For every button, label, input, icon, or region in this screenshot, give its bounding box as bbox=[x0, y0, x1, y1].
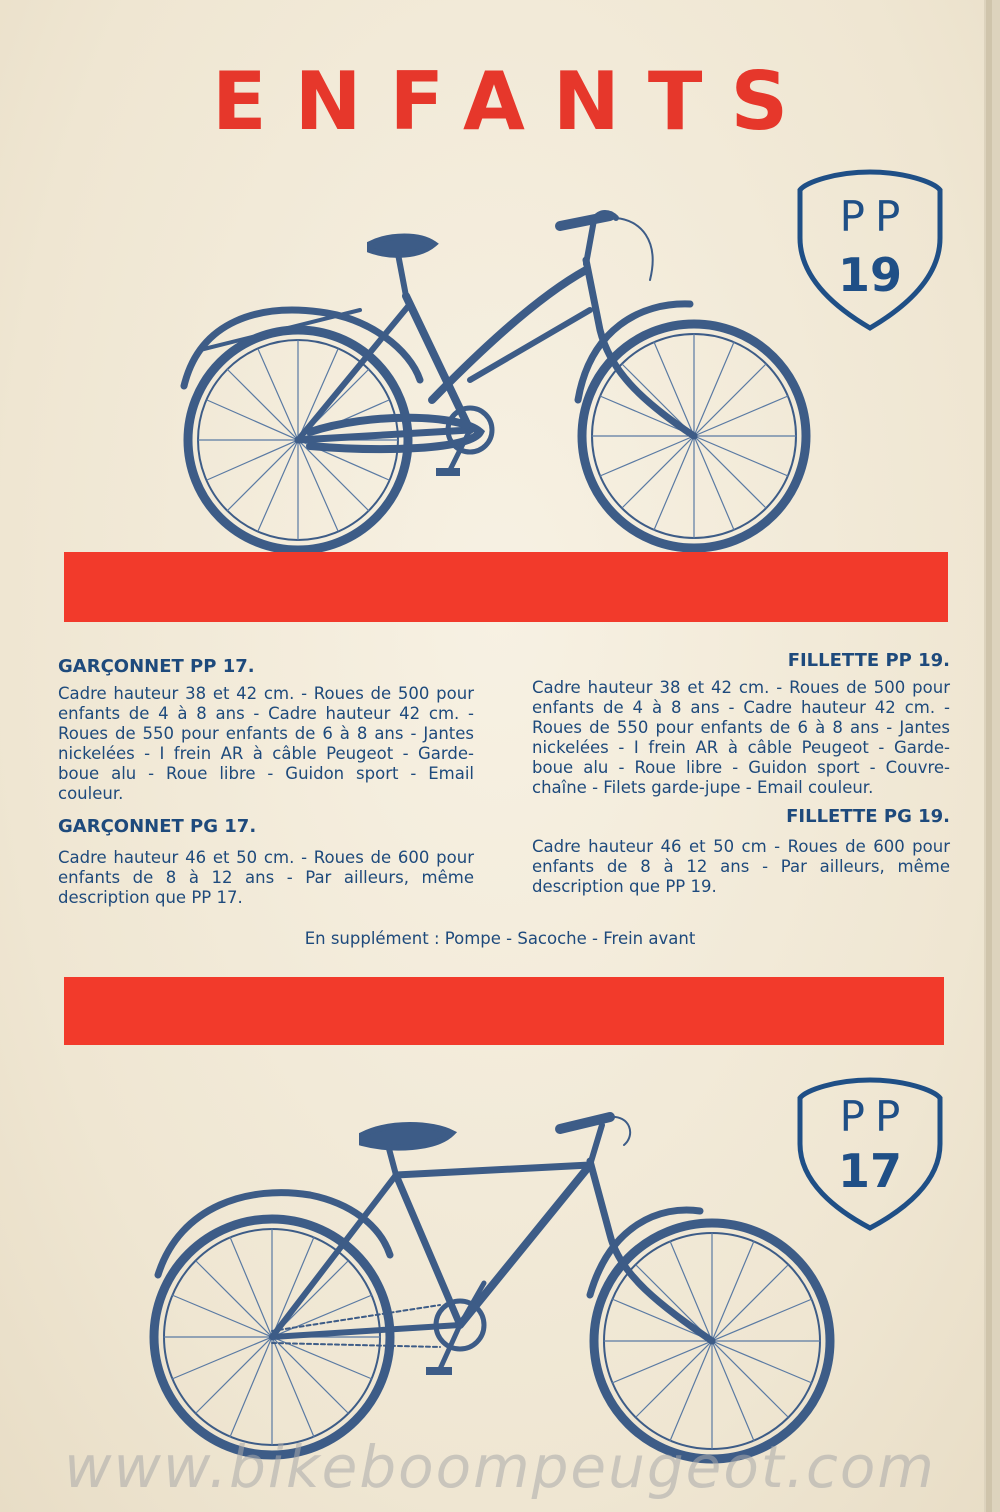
girls-bicycle-illustration bbox=[170, 200, 830, 560]
boys-bicycle-illustration bbox=[140, 1105, 860, 1485]
girls-models-column bbox=[532, 650, 950, 897]
red-band-top bbox=[64, 552, 948, 622]
boys-models-column bbox=[58, 656, 474, 908]
supplement-note: En supplément : Pompe - Sacoche - Frein avant bbox=[304, 929, 696, 948]
model-description: Cadre hauteur 38 et 42 cm. - Roues de 500 pour enfants de 4 à 8 ans - Cadre hauteur 42 cm. - Roues de 550 pour enfants de 6 à 8 ans - Jantes nickelées - I frein AR à câble Peugeot - Garde-boue alu - Roue libre - Guidon sport - Couvre-chaîne - Filets garde-jupe - Email couleur. bbox=[532, 678, 950, 797]
page-edge-shadow bbox=[986, 0, 992, 1512]
page-title: ENFANTS bbox=[211, 55, 817, 148]
model-heading: FILLETTE PP 19. bbox=[787, 650, 950, 671]
site-watermark: www.bikeboompeugeot.com bbox=[64, 1433, 936, 1501]
badge-line1: PP bbox=[839, 192, 911, 241]
model-heading: GARÇONNET PG 17. bbox=[58, 816, 257, 837]
model-description: Cadre hauteur 46 et 50 cm. - Roues de 600 pour enfants de 8 à 12 ans - Par ailleurs, même description que PP 17. bbox=[58, 848, 474, 907]
badge-line2: 19 bbox=[837, 248, 902, 302]
model-description: Cadre hauteur 38 et 42 cm. - Roues de 500 pour enfants de 4 à 8 ans - Cadre hauteur 42 cm. - Roues de 550 pour enfants de 6 à 8 ans - Jantes nickelées - I frein AR à câble Peugeot - Garde-boue alu - Roue libre - Guidon sport - Email couleur. bbox=[58, 684, 474, 803]
badge-line2: 17 bbox=[837, 1144, 902, 1198]
model-heading: FILLETTE PG 19. bbox=[786, 806, 950, 827]
badge-line1: PP bbox=[839, 1092, 911, 1141]
model-heading: GARÇONNET PP 17. bbox=[58, 656, 255, 677]
model-description: Cadre hauteur 46 et 50 cm - Roues de 600 pour enfants de 8 à 12 ans - Par ailleurs, même description que PP 19. bbox=[532, 837, 950, 896]
red-band-bottom bbox=[64, 977, 944, 1045]
